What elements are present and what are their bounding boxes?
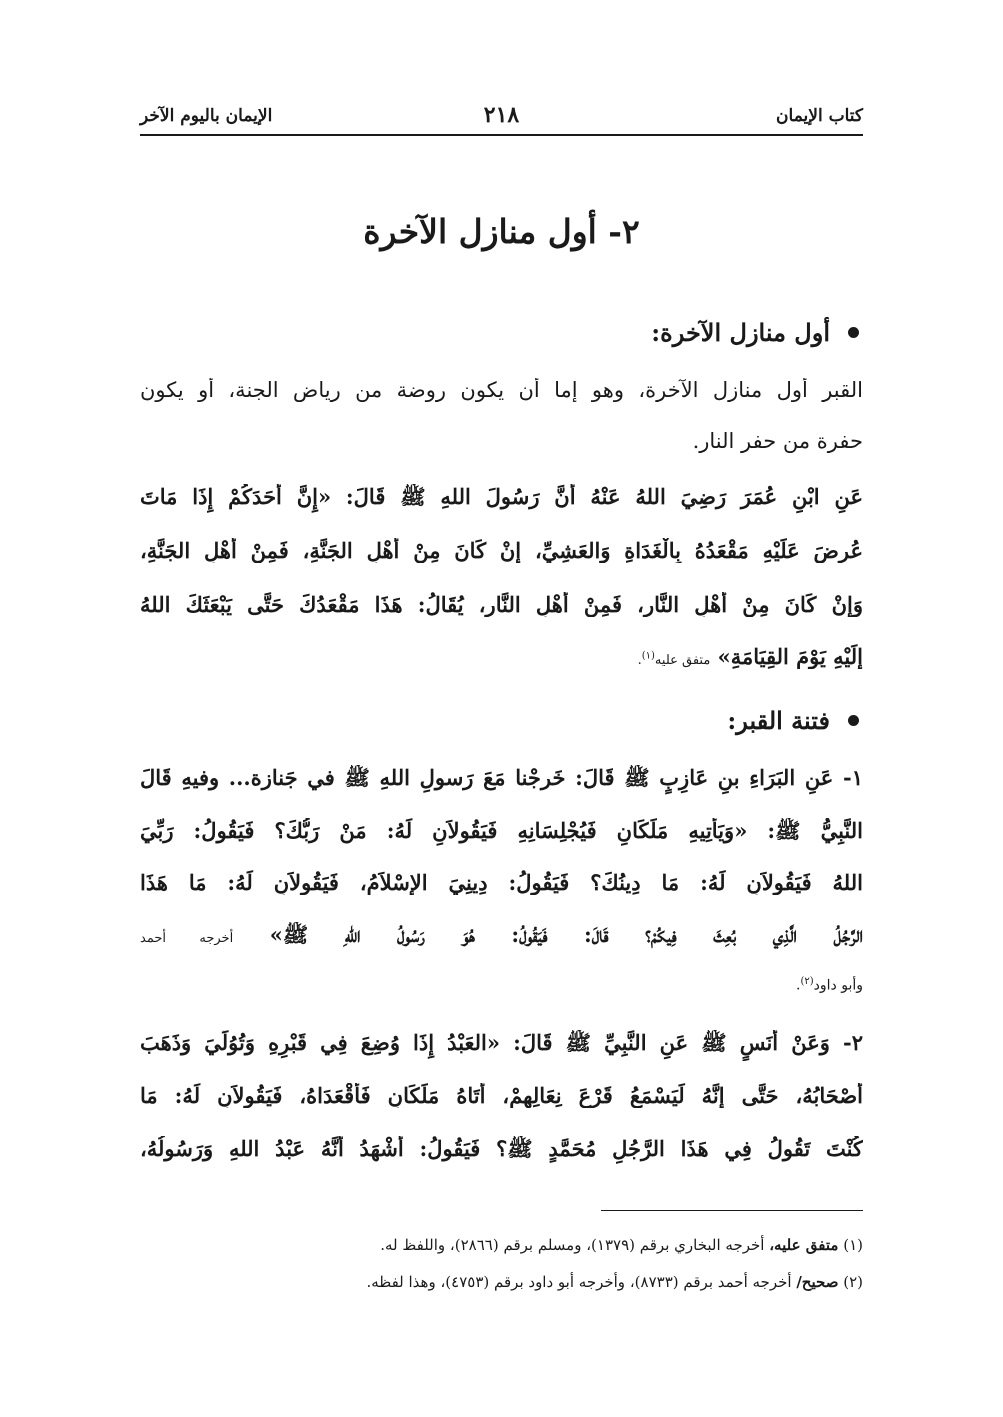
item1-reference: أخرجه أحمد bbox=[140, 931, 234, 946]
hadith-line-last bbox=[140, 644, 863, 669]
footnote-marker: (١) bbox=[641, 650, 655, 662]
footnote-grade: متفق عليه، bbox=[769, 1236, 839, 1254]
footnote-1 bbox=[140, 1236, 863, 1254]
section-heading-first-stages bbox=[140, 318, 863, 347]
footnote-number: (٢) bbox=[843, 1273, 863, 1291]
item2-line: ٢- وَعَنْ أَنَسٍ ﷺ عَنِ النَّبِيِّ ﷺ قَالَ: «العَبْدُ إِذَا وُضِعَ فِي قَبْرِهِ وَتُوُلِّيَ وَذَهَبَ bbox=[140, 1030, 863, 1055]
hadith-line: عَنِ ابْنِ عُمَرَ رَضِيَ اللهُ عَنْهُ أَنَّ رَسُولَ اللهِ ﷺ قَالَ: «إِنَّ أَحَدَكُمْ إِذَا مَاتَ bbox=[140, 484, 863, 509]
item1-line-with-ref bbox=[140, 922, 863, 953]
running-header bbox=[140, 100, 863, 136]
item1-ref-text: وأبو داود bbox=[813, 977, 863, 994]
item1-line: اللهُ فَيَقُولاَنِ لَهُ: مَا دِينُكَ؟ فَيَقُولُ: دِينِيَ الإِسْلاَمُ، فَيَقُولاَنِ لَهُ: مَا هَذَا bbox=[140, 870, 863, 895]
header-page-number: ٢١٨ bbox=[483, 102, 520, 128]
footnote-divider bbox=[601, 1210, 863, 1211]
footnote-text: أخرجه أحمد برقم (٨٧٣٣)، وأخرجه أبو داود برقم (٤٧٥٣)، وهذا لفظه. bbox=[366, 1273, 792, 1291]
item1-line: ١- عَنِ البَرَاءِ بنِ عَازِبٍ ﷺ قَالَ: خَرجْنا مَعَ رَسولِ اللهِ ﷺ في جَنازة... وفيهِ قَالَ bbox=[140, 765, 863, 790]
bullet-icon bbox=[848, 715, 859, 726]
item1-line: النَّبِيُّ ﷺ: «وَيَأْتِيهِ مَلَكَانِ فَيُجْلِسَانِهِ فَيَقُولاَنِ لَهُ: مَنْ رَبُّكَ؟ فَيَقُولُ: رَبِّيَ bbox=[140, 818, 863, 843]
item2-line: أَصْحَابُهُ، حَتَّى إِنَّهُ لَيَسْمَعُ قَرْعَ نِعَالِهِمْ، أَتَاهُ مَلَكَانِ فَأَقْعَدَاهُ، فَيَقُولاَنِ لَهُ: مَا bbox=[140, 1083, 863, 1108]
hadith-reference: متفق عليه$^{(١)}$. bbox=[637, 650, 711, 668]
hadith-text: إِلَيْهِ يَوْمَ القِيَامَةِ» bbox=[717, 644, 863, 669]
chapter-title: ٢- أول منازل الآخرة bbox=[363, 212, 640, 251]
intro-line: القبر أول منازل الآخرة، وهو إما أن يكون روضة من رياض الجنة، أو يكون bbox=[140, 378, 863, 402]
section-heading-text: أول منازل الآخرة: bbox=[651, 318, 830, 347]
header-book-title: كتاب الإيمان bbox=[776, 106, 863, 126]
footnote-text: أخرجه البخاري برقم (١٣٧٩)، ومسلم برقم (٢٨٦٦)، واللفظ له. bbox=[380, 1236, 765, 1254]
header-section-title: الإيمان باليوم الآخر bbox=[140, 106, 273, 126]
section-heading-grave-trial bbox=[140, 706, 863, 735]
footnote-marker: (٢) bbox=[800, 976, 814, 987]
hadith-ref-text: متفق عليه bbox=[654, 653, 711, 668]
item2-line: كُنْتَ تَقُولُ فِي هَذَا الرَّجُلِ مُحَمَّدٍ ﷺ؟ فَيَقُولُ: أَشْهَدُ أَنَّهُ عَبْدُ اللهِ وَرَسُولُهُ، bbox=[140, 1136, 863, 1161]
intro-line: حفرة من حفر النار. bbox=[692, 429, 863, 453]
footnote-grade: صحيح/ bbox=[796, 1273, 839, 1291]
section-heading-text: فتنة القبر: bbox=[727, 706, 830, 735]
bullet-icon bbox=[848, 327, 859, 338]
item1-text: الرَّجُلُ الَّذِي بُعِثَ فِيكُمْ؟ قَالَ: فَيَقُولُ: هُوَ رَسُولُ اللهِ ﷺ» bbox=[269, 922, 863, 947]
hadith-line: وَإِنْ كَانَ مِنْ أَهْلِ النَّارِ، فَمِنْ أَهْلِ النَّارِ، يُقَالُ: هَذَا مَقْعَدُكَ حَتَّى يَبْعَثَكَ اللهُ bbox=[140, 592, 863, 617]
footnote-number: (١) bbox=[843, 1236, 863, 1254]
item1-ref-continuation: وأبو داود$^{(٢)}$. bbox=[796, 976, 863, 994]
footnote-2 bbox=[140, 1273, 863, 1291]
hadith-line: عُرِضَ عَلَيْهِ مَقْعَدُهُ بِالْغَدَاةِ وَالعَشِيِّ، إِنْ كَانَ مِنْ أَهْلِ الجَنَّةِ، فَمِنْ أَهْلِ الجَنَّةِ، bbox=[140, 538, 863, 563]
